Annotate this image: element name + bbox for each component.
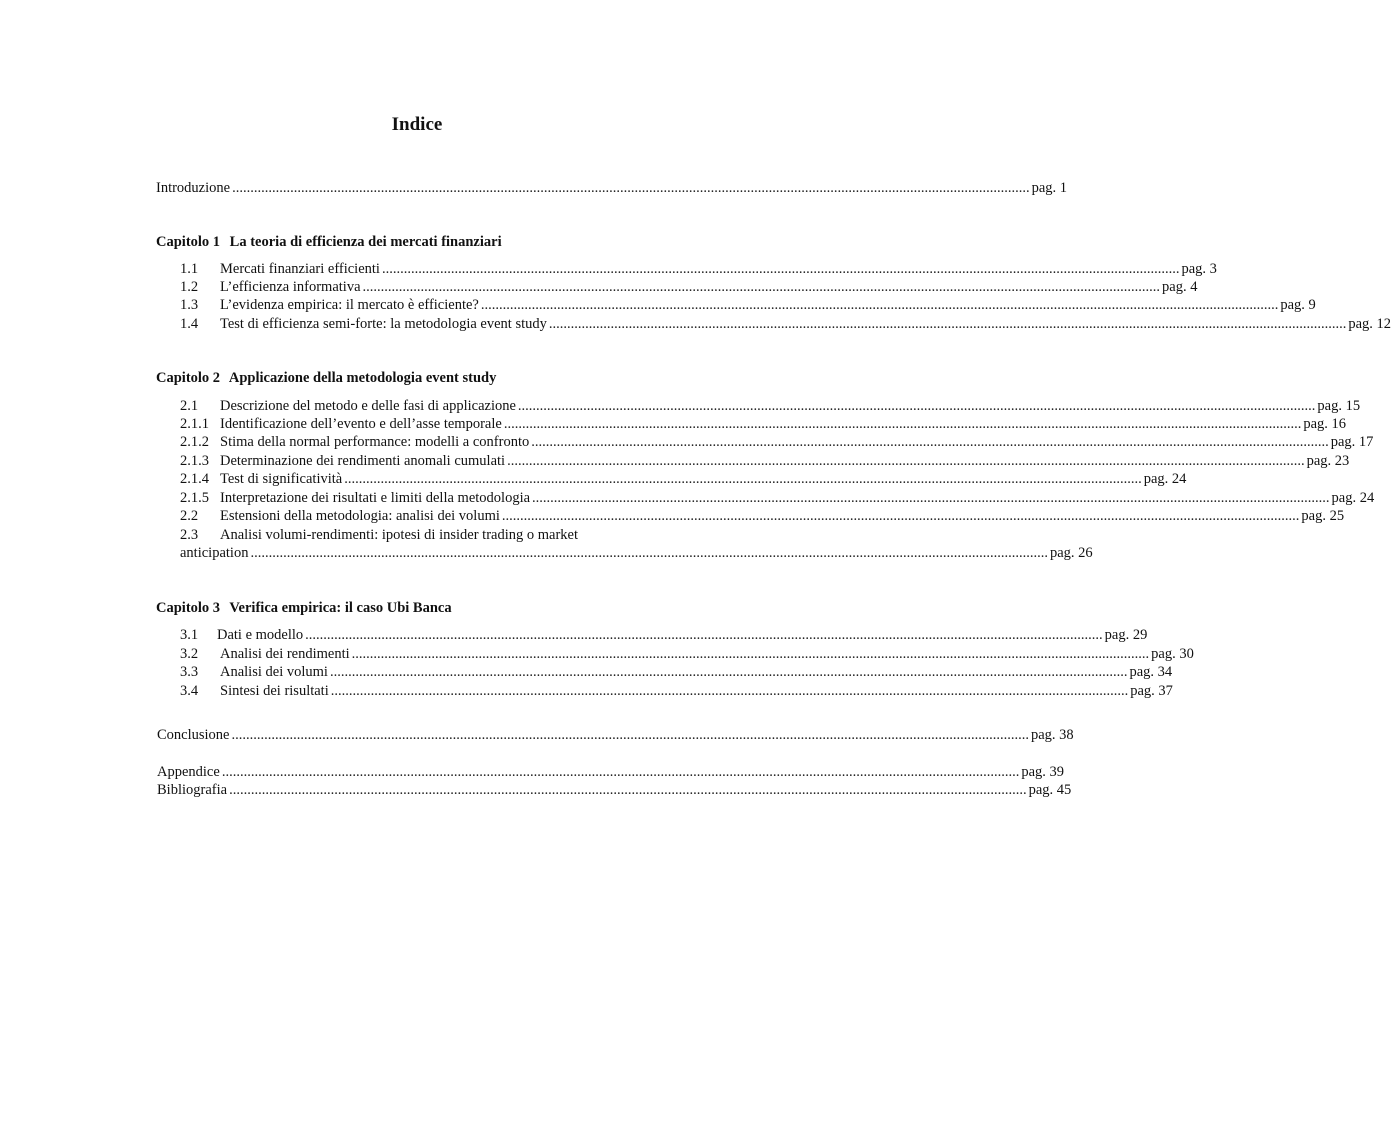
toc-entry-section[interactable] xyxy=(180,526,578,544)
section-label: Analisi dei volumi xyxy=(220,664,328,680)
toc-entry-section[interactable] xyxy=(180,626,1148,644)
dot-leader: ............................................................................................................................................................................................................................ xyxy=(250,545,1048,561)
section-label: Descrizione del metodo e delle fasi di applicazione xyxy=(220,398,516,414)
toc-entry-section[interactable] xyxy=(180,452,1350,470)
toc-entry-section[interactable] xyxy=(180,278,1198,296)
chapter-3-heading[interactable] xyxy=(156,600,452,617)
dot-leader: ............................................................................................................................................................................................................................ xyxy=(531,434,1329,450)
section-page: pag. 16 xyxy=(1303,416,1346,432)
section-number: 2.3 xyxy=(180,527,199,543)
chapter-title: Verifica empirica: il caso Ubi Banca xyxy=(229,600,452,616)
section-number: 2.2 xyxy=(180,508,199,524)
toc-entry-label: Conclusione xyxy=(157,727,230,743)
toc-entry-bibliography[interactable] xyxy=(157,781,1072,799)
section-label: Analisi volumi-rendimenti: ipotesi di insider trading o market xyxy=(220,527,579,543)
section-label: Stima della normal performance: modelli a confronto xyxy=(220,434,530,450)
dot-leader: ............................................................................................................................................................................................................................ xyxy=(329,664,1128,680)
section-label: Interpretazione dei risultati e limiti della metodologia xyxy=(220,490,531,506)
toc-entry-appendix[interactable] xyxy=(157,763,1064,781)
section-label: L’evidenza empirica: il mercato è efficiente? xyxy=(220,297,479,313)
dot-leader: ............................................................................................................................................................................................................................ xyxy=(532,490,1330,506)
section-label: Dati e modello xyxy=(217,627,304,643)
chapter-2-heading[interactable] xyxy=(156,370,496,387)
dot-leader: ............................................................................................................................................................................................................................ xyxy=(480,297,1279,313)
section-number: 1.1 xyxy=(180,261,199,277)
section-number: 1.2 xyxy=(180,279,199,295)
section-number: 1.4 xyxy=(180,316,199,332)
section-number: 2.1.1 xyxy=(180,416,209,432)
toc-entry-introduction[interactable] xyxy=(156,179,1068,197)
toc-entry-section[interactable] xyxy=(180,315,1391,333)
section-label: Test di significatività xyxy=(220,471,343,487)
toc-entry-label: Bibliografia xyxy=(157,782,228,798)
section-page: pag. 25 xyxy=(1301,508,1345,524)
toc-entry-label: Introduzione xyxy=(156,180,231,196)
section-number: 3.2 xyxy=(180,646,199,662)
toc-entry-label: Appendice xyxy=(157,764,220,780)
chapter-title: La teoria di efficienza dei mercati finanziari xyxy=(229,234,502,250)
section-number: 2.1.5 xyxy=(180,490,209,506)
toc-entry-page: pag. 38 xyxy=(1031,727,1074,743)
section-label: Mercati finanziari efficienti xyxy=(220,261,380,277)
section-page: pag. 4 xyxy=(1162,279,1198,295)
section-page: pag. 17 xyxy=(1330,434,1374,450)
section-number: 2.1 xyxy=(180,398,199,414)
section-number: 2.1.2 xyxy=(180,434,209,450)
chapter-label: Capitolo 2 xyxy=(156,370,221,386)
toc-entry-section[interactable] xyxy=(180,397,1361,415)
dot-leader: ............................................................................................................................................................................................................................ xyxy=(548,316,1347,332)
section-number: 2.1.4 xyxy=(180,471,209,487)
section-label: Determinazione dei rendimenti anomali cumulati xyxy=(220,453,506,469)
toc-entry-page: pag. 39 xyxy=(1021,764,1064,780)
dot-leader: ............................................................................................................................................................................................................................ xyxy=(221,764,1020,780)
toc-entry-conclusion[interactable] xyxy=(157,726,1074,744)
toc-entry-section[interactable] xyxy=(180,663,1173,681)
section-label: Estensioni della metodologia: analisi dei volumi xyxy=(220,508,500,524)
dot-leader: ............................................................................................................................................................................................................................ xyxy=(501,508,1300,524)
section-number: 3.3 xyxy=(180,664,199,680)
section-page: pag. 23 xyxy=(1306,453,1350,469)
section-number: 1.3 xyxy=(180,297,199,313)
section-page: pag. 29 xyxy=(1104,627,1148,643)
section-number: 3.4 xyxy=(180,683,199,699)
dot-leader: ............................................................................................................................................................................................................................ xyxy=(344,471,1142,487)
toc-entry-section[interactable] xyxy=(180,507,1345,525)
dot-leader: ............................................................................................................................................................................................................................ xyxy=(232,180,1030,196)
section-number: 3.1 xyxy=(180,627,199,643)
section-page: pag. 24 xyxy=(1143,471,1187,487)
chapter-label: Capitolo 3 xyxy=(156,600,221,616)
section-page: pag. 34 xyxy=(1129,664,1173,680)
section-page: pag. 24 xyxy=(1331,490,1375,506)
toc-entry-section[interactable] xyxy=(180,415,1346,433)
dot-leader: ............................................................................................................................................................................................................................ xyxy=(507,453,1305,469)
toc-entry-section[interactable] xyxy=(180,470,1187,488)
dot-leader: ............................................................................................................................................................................................................................ xyxy=(305,627,1103,643)
dot-leader: ............................................................................................................................................................................................................................ xyxy=(362,279,1161,295)
section-label: Sintesi dei risultati xyxy=(220,683,329,699)
section-page: pag. 26 xyxy=(1049,545,1093,561)
toc-entry-section[interactable] xyxy=(180,433,1374,451)
section-label-continuation: anticipation xyxy=(180,545,249,561)
dot-leader: ............................................................................................................................................................................................................................ xyxy=(330,683,1129,699)
toc-entry-section[interactable] xyxy=(180,682,1173,700)
section-page: pag. 30 xyxy=(1151,646,1194,662)
dot-leader: ............................................................................................................................................................................................................................ xyxy=(231,727,1029,743)
dot-leader: ............................................................................................................................................................................................................................ xyxy=(381,261,1180,277)
section-page: pag. 3 xyxy=(1181,261,1217,277)
chapter-title: Applicazione della metodologia event study xyxy=(228,370,497,386)
section-label: Analisi dei rendimenti xyxy=(220,646,350,662)
toc-entry-section[interactable] xyxy=(180,489,1375,507)
section-label: Test di efficienza semi-forte: la metodologia event study xyxy=(220,316,547,332)
toc-entry-page: pag. 45 xyxy=(1028,782,1072,798)
toc-entry-section[interactable] xyxy=(180,645,1194,663)
toc-entry-section[interactable] xyxy=(180,260,1217,278)
page-title: Indice xyxy=(391,114,443,135)
section-label: L’efficienza informativa xyxy=(220,279,361,295)
toc-entry-section[interactable] xyxy=(180,296,1316,314)
chapter-1-heading[interactable] xyxy=(156,234,502,251)
dot-leader: ............................................................................................................................................................................................................................ xyxy=(351,646,1150,662)
chapter-label: Capitolo 1 xyxy=(156,234,221,250)
section-page: pag. 12 xyxy=(1348,316,1391,332)
section-page: pag. 37 xyxy=(1130,683,1173,699)
section-page: pag. 15 xyxy=(1317,398,1361,414)
dot-leader: ............................................................................................................................................................................................................................ xyxy=(229,782,1027,798)
toc-entry-section-continuation[interactable] xyxy=(180,544,1093,562)
dot-leader: ............................................................................................................................................................................................................................ xyxy=(517,398,1316,414)
dot-leader: ............................................................................................................................................................................................................................ xyxy=(503,416,1302,432)
section-number: 2.1.3 xyxy=(180,453,209,469)
toc-entry-page: pag. 1 xyxy=(1031,180,1068,196)
section-page: pag. 9 xyxy=(1280,297,1316,313)
section-label: Identificazione dell’evento e dell’asse temporale xyxy=(220,416,502,432)
